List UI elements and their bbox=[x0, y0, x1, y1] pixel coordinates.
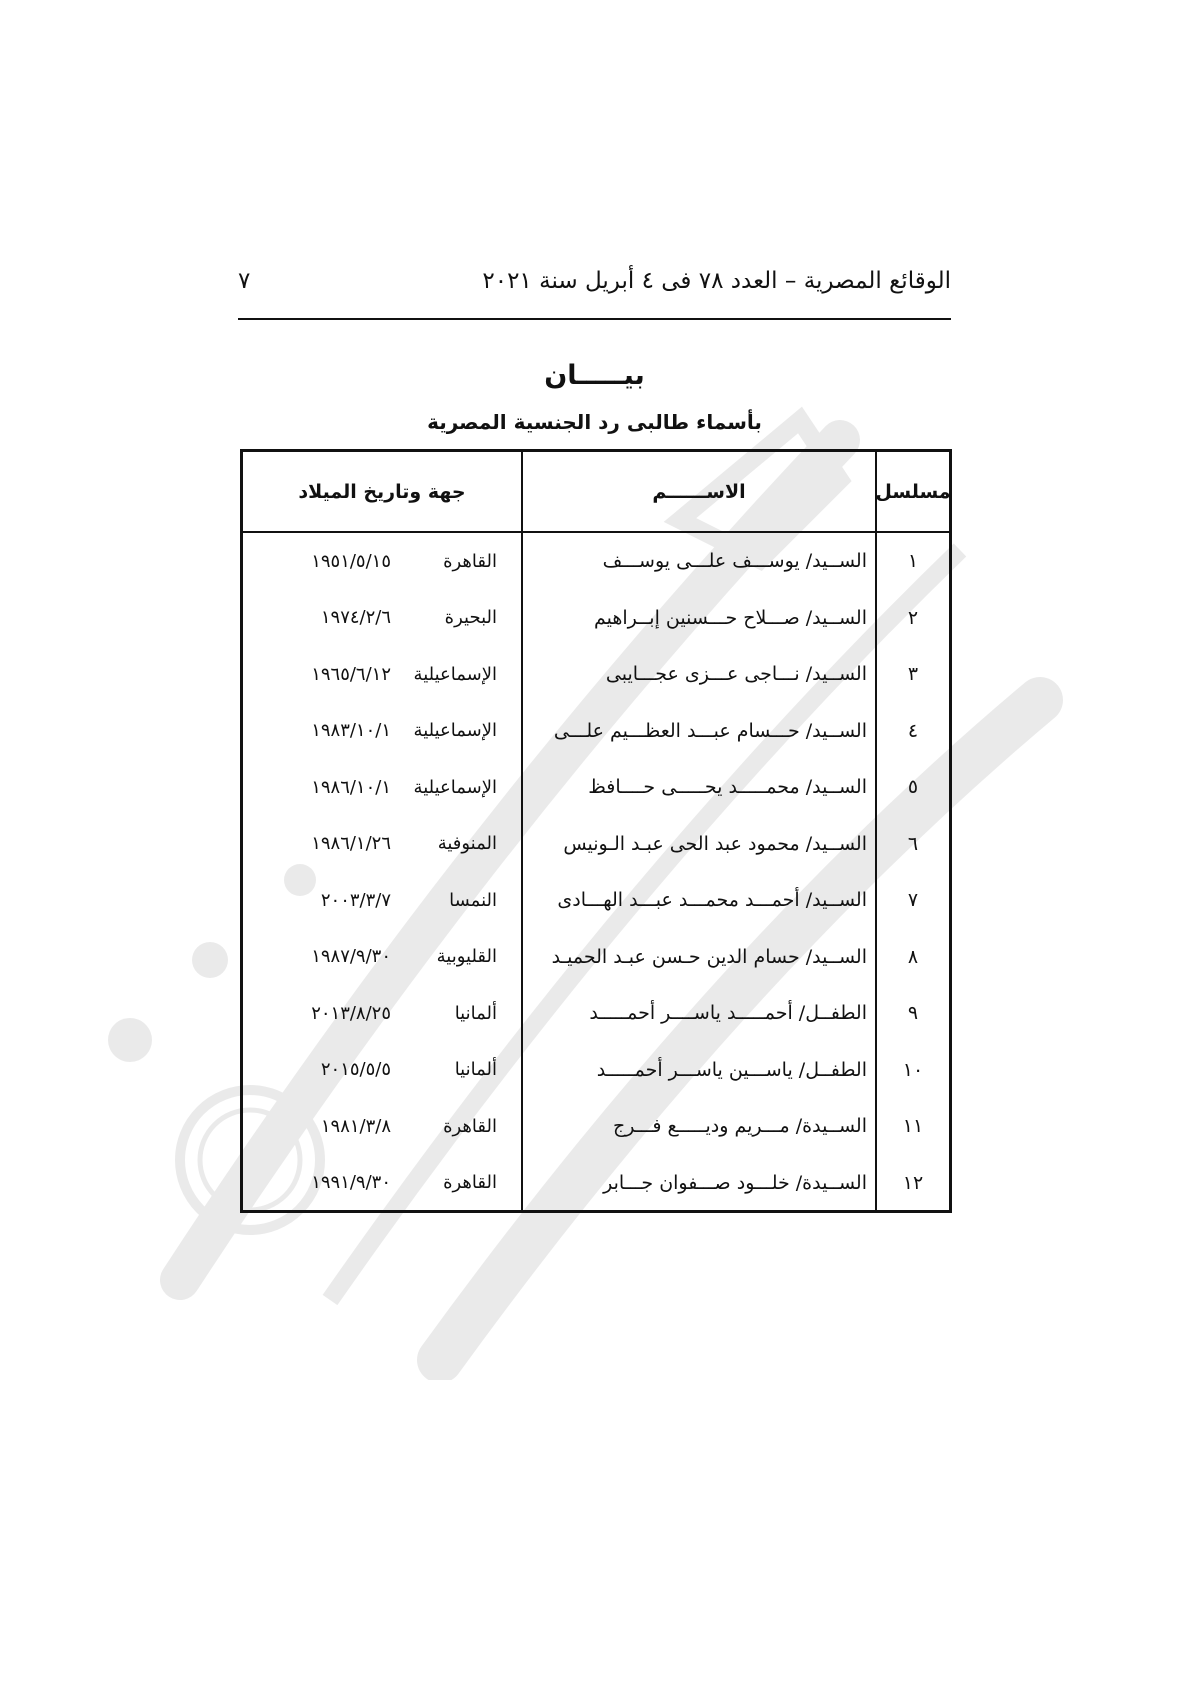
name-cell: الطفــل/ أحمـــــد ياســــر أحمـــــد bbox=[589, 1002, 867, 1024]
serial-cell: ٨ bbox=[907, 945, 919, 968]
birthplace-cell: الإسماعيلية bbox=[413, 776, 497, 798]
birthdate-cell: ١٩٨٣/١٠/١ bbox=[311, 720, 391, 741]
table-row bbox=[243, 703, 949, 759]
table-row bbox=[243, 1098, 949, 1154]
document-subtitle: بأسماء طالبى رد الجنسية المصرية bbox=[427, 410, 762, 434]
name-cell: الســيد/ صـــلاح حـــسنين إبــراهيم bbox=[594, 606, 867, 629]
serial-cell: ١٢ bbox=[902, 1171, 924, 1194]
table-row bbox=[243, 985, 949, 1041]
name-cell: الســيدة/ خلـــود صـــفوان جـــابر bbox=[603, 1171, 867, 1194]
table-row bbox=[243, 1042, 949, 1098]
table-row bbox=[243, 816, 949, 872]
birthplace-cell: الإسماعيلية bbox=[413, 720, 497, 741]
applicants-table bbox=[240, 449, 952, 1213]
serial-cell: ٧ bbox=[907, 889, 919, 911]
table-row bbox=[243, 872, 949, 928]
birthdate-cell: ١٩٨١/٣/٨ bbox=[320, 1115, 391, 1137]
table-row bbox=[243, 929, 949, 985]
header-serial: مسلسل bbox=[875, 480, 951, 503]
birthdate-cell: ١٩٩١/٩/٣٠ bbox=[311, 1172, 391, 1193]
name-cell: الســيدة/ مـــريم وديـــــع فـــرج bbox=[612, 1115, 867, 1137]
birthdate-cell: ١٩٧٤/٢/٦ bbox=[320, 607, 391, 628]
serial-cell: ٩ bbox=[907, 1002, 919, 1024]
birthplace-cell: القاهرة bbox=[443, 1172, 497, 1193]
birthdate-cell: ١٩٨٦/١٠/١ bbox=[311, 776, 391, 798]
name-cell: الطفــل/ ياســـين ياســـر أحمـــــد bbox=[596, 1058, 867, 1081]
table-row bbox=[243, 759, 949, 815]
table-row bbox=[243, 646, 949, 702]
serial-cell: ١ bbox=[907, 550, 919, 572]
birthplace-cell: القاهرة bbox=[443, 550, 497, 572]
birthplace-cell: الإسماعيلية bbox=[413, 663, 497, 685]
header-place-date: جهة وتاريخ الميلاد bbox=[298, 480, 466, 503]
publication-title: الوقائع المصرية – العدد ٧٨ فى ٤ أبريل سنة ٢٠٢١ bbox=[482, 268, 951, 294]
birthdate-cell: ٢٠٠٣/٣/٧ bbox=[320, 889, 391, 911]
table-row bbox=[243, 1155, 949, 1211]
birthdate-cell: ٢٠١٣/٨/٢٥ bbox=[311, 1002, 391, 1024]
table-row bbox=[243, 590, 949, 646]
birthdate-cell: ١٩٦٥/٦/١٢ bbox=[311, 663, 391, 685]
document-title: بيـــــان bbox=[544, 360, 645, 391]
serial-cell: ٢ bbox=[907, 606, 919, 629]
header-rule bbox=[238, 318, 951, 320]
serial-cell: ٤ bbox=[907, 719, 919, 742]
birthdate-cell: ١٩٨٦/١/٢٦ bbox=[311, 833, 391, 854]
birthplace-cell: القاهرة bbox=[443, 1115, 497, 1137]
birthdate-cell: ٢٠١٥/٥/٥ bbox=[320, 1059, 391, 1080]
birthplace-cell: ألمانيا bbox=[454, 1059, 497, 1080]
serial-cell: ٥ bbox=[907, 776, 919, 798]
birthdate-cell: ١٩٨٧/٩/٣٠ bbox=[311, 946, 391, 967]
serial-cell: ١١ bbox=[902, 1115, 924, 1137]
serial-cell: ٦ bbox=[907, 832, 919, 855]
name-cell: الســيد/ محمود عبد الحى عبـد الـونيس bbox=[563, 832, 867, 855]
serial-cell: ٣ bbox=[907, 663, 919, 685]
birthplace-cell: ألمانيا bbox=[454, 1002, 497, 1024]
birthplace-cell: البحيرة bbox=[444, 607, 497, 628]
birthplace-cell: المنوفية bbox=[437, 833, 497, 854]
name-cell: الســيد/ حـــسام عبـــد العظـــيم علـــى bbox=[553, 719, 867, 742]
birthplace-cell: القليوبية bbox=[436, 946, 497, 967]
birthplace-cell: النمسا bbox=[449, 889, 497, 911]
page-number: ٧ bbox=[238, 268, 251, 294]
birthdate-cell: ١٩٥١/٥/١٥ bbox=[311, 550, 391, 572]
serial-cell: ١٠ bbox=[902, 1058, 924, 1081]
name-cell: الســيد/ نـــاجى عـــزى عجـــايبى bbox=[605, 663, 867, 685]
page-header bbox=[238, 268, 951, 294]
table-row bbox=[243, 533, 949, 589]
header-name: الاســــــم bbox=[652, 480, 746, 503]
name-cell: الســيد/ حسام الدين حـسن عبـد الحميـد bbox=[551, 945, 867, 968]
name-cell: الســيد/ أحمـــد محمـــد عبـــد الهـــادى bbox=[557, 889, 867, 911]
name-cell: الســيد/ محمـــــد يحـــــى حــــافظ bbox=[588, 776, 867, 798]
name-cell: الســيد/ يوســـف علـــى يوســـف bbox=[602, 550, 867, 572]
